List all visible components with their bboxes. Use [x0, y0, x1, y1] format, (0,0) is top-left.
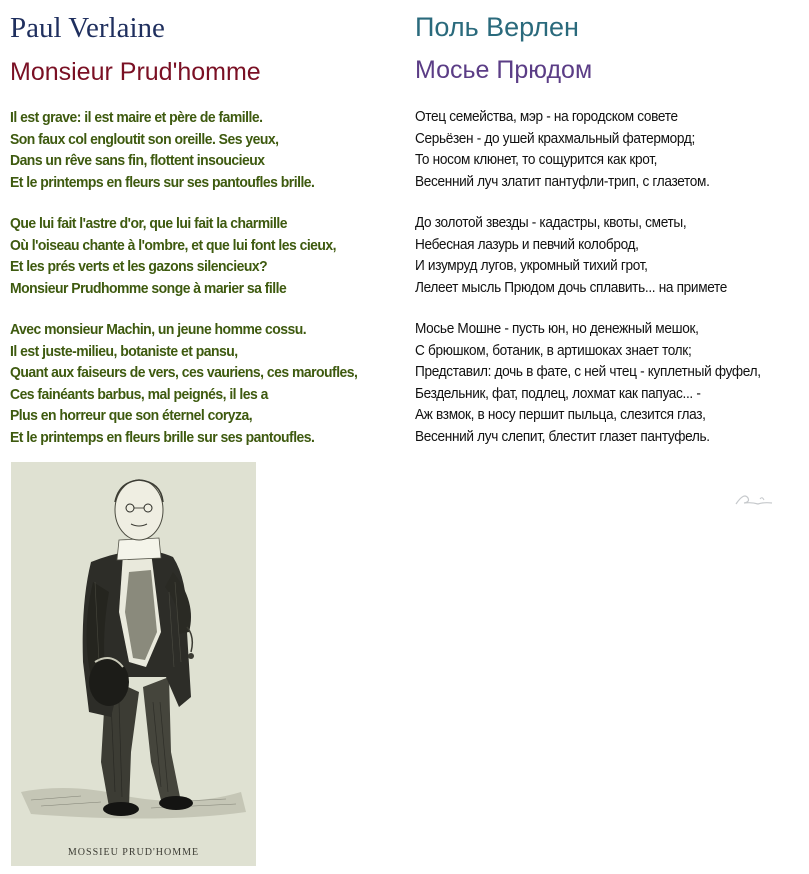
verse-line: Аж взмок, в носу першит пыльца, слезится глаз, — [415, 407, 706, 423]
author-name-french: Paul Verlaine — [10, 12, 165, 44]
verse-line: Серьёзен - до ушей крахмальный фатерморд; — [415, 130, 695, 147]
verse-line: Весенний луч златит пантуфли-трип, с глазетом. — [415, 173, 710, 190]
signature-mark — [732, 488, 776, 510]
caricature-engraving — [11, 462, 256, 866]
stanza — [415, 213, 761, 299]
verse-line: Et le printemps en fleurs sur ses pantoufles brille. — [10, 173, 315, 191]
poem-title-russian: Мосье Прюдом — [415, 56, 593, 84]
verse-line: Весенний луч слепит, блестит глазет пантуфель. — [415, 428, 710, 445]
verse-line: То носом клюнет, то сощурится как крот, — [415, 152, 658, 168]
stanza — [415, 319, 761, 448]
poem-title-french: Monsieur Prud'homme — [10, 58, 261, 86]
verse-line: Ces fainéants barbus, mal peignés, il les a — [10, 385, 268, 403]
verse-line: Quant aux faiseurs de vers, ces vauriens, ces maroufles, — [10, 364, 358, 381]
stanza — [10, 213, 357, 299]
verse-line: Et le printemps en fleurs brille sur ses pantoufles. — [10, 428, 315, 446]
engraving-caption: MOSSIEU PRUD'HOMME — [67, 847, 200, 858]
verse-line: Où l'oiseau chante à l'ombre, et que lui font les cieux, — [10, 236, 337, 254]
poem-french — [10, 107, 357, 468]
verse-line: Monsieur Prudhomme songe à marier sa fille — [10, 279, 287, 297]
verse-line: Мосье Мошне - пусть юн, но денежный мешок, — [415, 321, 699, 337]
verse-line: Dans un rêve sans fin, flottent insoucieux — [10, 152, 265, 169]
verse-line: Лелеет мысль Прюдом дочь сплавить... на примете — [415, 279, 728, 296]
stanza — [10, 319, 357, 448]
verse-line: С брюшком, ботаник, в артишоках знает толк; — [415, 342, 692, 359]
verse-line: Представил: дочь в фате, с ней чтец - куплетный фуфел, — [415, 364, 761, 380]
engraving-figure — [11, 462, 256, 866]
stanza — [10, 107, 357, 193]
verse-line: Il est grave: il est maire et père de famille. — [10, 109, 263, 126]
verse-line: До золотой звезды - кадастры, квоты, сметы, — [415, 215, 687, 231]
verse-line: Que lui fait l'astre d'or, que lui fait la charmille — [10, 215, 287, 232]
stanza — [415, 107, 761, 193]
verse-line: Son faux col engloutit son oreille. Ses yeux, — [10, 130, 279, 148]
verse-line: Avec monsieur Machin, un jeune homme cossu. — [10, 321, 307, 338]
poem-russian — [415, 107, 761, 468]
verse-line: Plus en horreur que son éternel coryza, — [10, 407, 253, 424]
verse-line: Бездельник, фат, подлец, лохмат как папуас... - — [415, 385, 701, 402]
author-name-russian: Поль Верлен — [415, 12, 579, 42]
verse-line: Il est juste-milieu, botaniste et pansu, — [10, 342, 238, 360]
verse-line: И изумруд лугов, укромный тихий грот, — [415, 258, 648, 274]
verse-line: Et les prés verts et les gazons silencieux? — [10, 258, 268, 275]
verse-line: Небесная лазурь и певчий колоброд, — [415, 236, 639, 253]
verse-line: Отец семейства, мэр - на городском совете — [415, 109, 678, 125]
